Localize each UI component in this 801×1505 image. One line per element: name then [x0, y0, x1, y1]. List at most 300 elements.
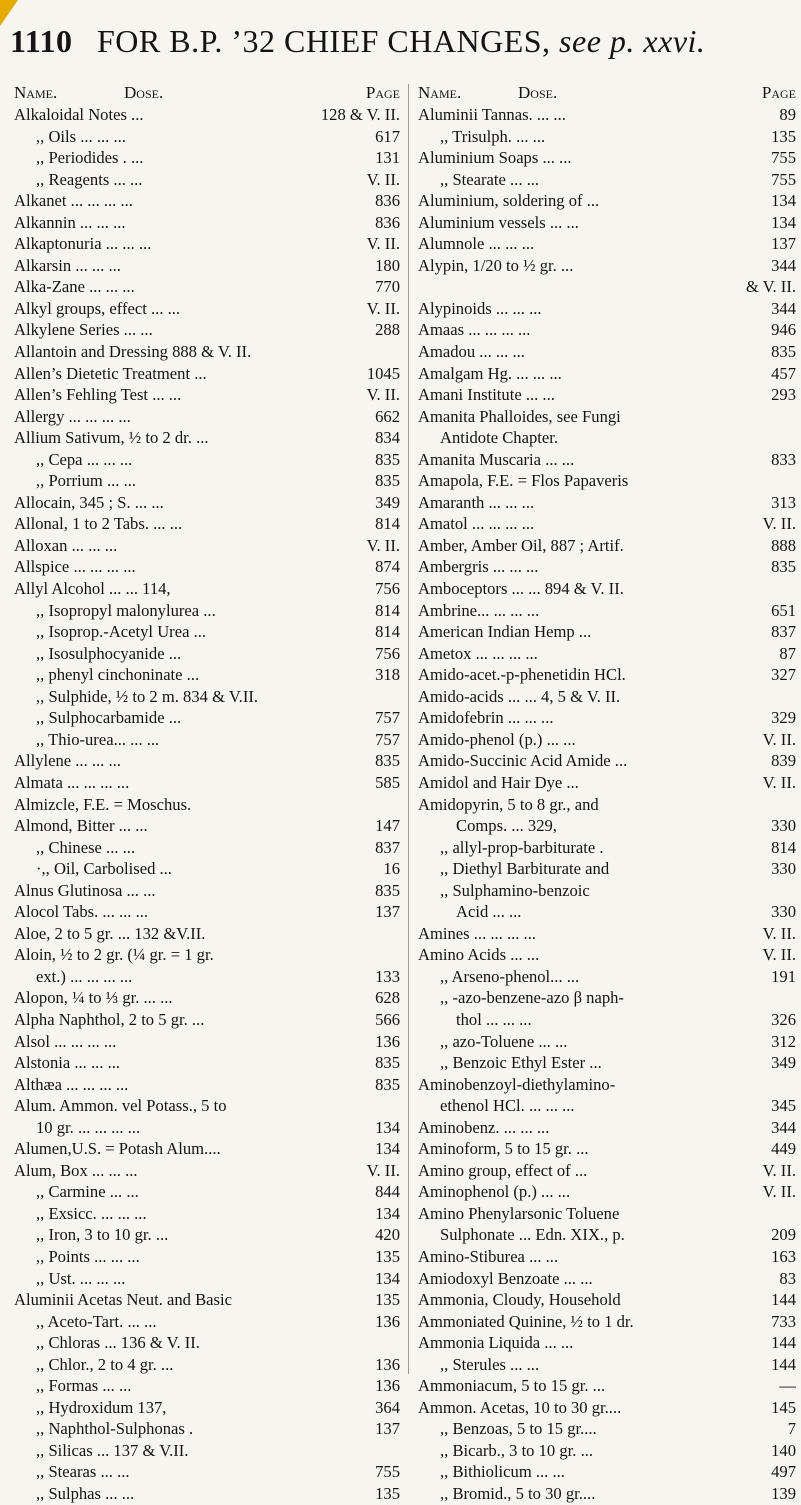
entry-text: Aloe, 2 to 5 gr. ... 132 &V.II. [14, 923, 206, 943]
index-entry [14, 449, 400, 471]
entry-text: Amboceptors ... ... 894 & V. II. [418, 579, 624, 599]
entry-text: ,, Reagents ... ... [36, 169, 143, 189]
entry-page: 128 & V. II. [317, 104, 400, 126]
index-entry [418, 406, 796, 428]
entry-page: 836 [371, 212, 400, 234]
entry-text: Alkaloidal Notes ... [14, 105, 144, 124]
entry-page: 651 [767, 600, 796, 622]
entry-text: Alloxan ... ... ... [14, 535, 118, 555]
entry-page: 835 [767, 556, 796, 578]
entry-text: Amaranth ... ... ... [418, 492, 535, 512]
entry-text: ,, Bicarb., 3 to 10 gr. ... [440, 1440, 594, 1460]
index-entry [418, 621, 796, 643]
entry-page: 137 [371, 901, 400, 923]
entry-page: 839 [767, 750, 796, 772]
index-entry [14, 772, 400, 794]
entry-page: 329 [767, 707, 796, 729]
index-entry [14, 233, 400, 255]
entry-page: V. II. [363, 1160, 400, 1182]
entry-text: ·,, Oil, Carbolised ... [36, 859, 172, 879]
entry-text: ,, Stearas ... ... [36, 1462, 130, 1482]
entry-page: 327 [767, 664, 796, 686]
entry-text: Ammonia, Cloudy, Household [418, 1290, 621, 1310]
entry-page: 144 [767, 1332, 796, 1354]
entry-text: Acid ... ... [456, 902, 522, 922]
index-entry [418, 470, 796, 492]
entry-page: 835 [371, 1052, 400, 1074]
index-entry [418, 233, 796, 255]
entry-page: 837 [767, 621, 796, 643]
entry-text: ,, phenyl cinchoninate ... [36, 665, 200, 685]
index-entry [418, 1095, 796, 1117]
entry-page: 457 [767, 363, 796, 385]
index-entry [418, 513, 796, 535]
index-entry [418, 794, 796, 816]
entry-page: 137 [371, 1418, 400, 1440]
entry-text: Allen’s Fehling Test ... ... [14, 385, 182, 405]
entry-text: Almata ... ... ... ... [14, 772, 130, 792]
entry-text: Amidol and Hair Dye ... [418, 772, 579, 792]
index-entry [418, 1268, 796, 1290]
entry-text: ,, Cepa ... ... ... [36, 449, 133, 469]
index-entry [14, 147, 400, 169]
entry-text: ,, Silicas ... 137 & V.II. [36, 1440, 189, 1460]
entry-text: Alumnole ... ... ... [418, 234, 535, 254]
entry-page: 345 [767, 1095, 796, 1117]
index-entry [14, 341, 400, 363]
entry-page: V. II. [759, 944, 796, 966]
index-entry [14, 664, 400, 686]
entry-text: Amino-Stiburea ... ... [418, 1246, 559, 1266]
entry-text: ,, azo-Toluene ... ... [440, 1031, 568, 1051]
entry-text: ,, Bithiolicum ... ... [440, 1462, 565, 1482]
header-see-ref: see p. xxvi. [559, 23, 706, 59]
entry-page: 770 [371, 276, 400, 298]
entry-text: Aminobenzoyl-diethylamino- [418, 1074, 616, 1094]
entry-page: 617 [371, 126, 400, 148]
entry-page: V. II. [759, 923, 796, 945]
entry-text: Alocol Tabs. ... ... ... [14, 902, 149, 922]
entry-text: Amines ... ... ... ... [418, 923, 536, 943]
index-entry [14, 686, 400, 708]
entry-text: Aminoform, 5 to 15 gr. ... [418, 1139, 589, 1159]
page-header [10, 16, 790, 66]
index-entry [14, 1461, 400, 1483]
entry-text: Alka-Zane ... ... ... [14, 277, 135, 297]
entry-text: ext.) ... ... ... ... [36, 966, 133, 986]
index-entry [418, 1418, 796, 1440]
entry-page: 835 [371, 1074, 400, 1096]
entry-page: 140 [767, 1440, 796, 1462]
left-entry-list [14, 104, 400, 1505]
entry-page: 733 [767, 1311, 796, 1333]
index-entry [14, 750, 400, 772]
index-entry [418, 319, 796, 341]
entry-text: Amiodoxyl Benzoate ... ... [418, 1268, 593, 1288]
entry-page: 312 [767, 1031, 796, 1053]
index-entry [14, 578, 400, 600]
entry-text: Alumen,U.S. = Potash Alum.... [14, 1139, 221, 1159]
index-entry [418, 1052, 796, 1074]
index-entry [14, 427, 400, 449]
entry-text: ,, Naphthol-Sulphonas . [36, 1419, 194, 1439]
entry-text: ,, Periodides . ... [36, 148, 144, 168]
entry-text: ,, Isopropyl malonylurea ... [36, 600, 216, 620]
index-entry [14, 1052, 400, 1074]
entry-text: ,, Oils ... ... ... [36, 126, 126, 146]
entry-page: 1045 [363, 363, 400, 385]
entry-text: ,, Sulphide, ½ to 2 m. 834 & V.II. [36, 686, 259, 706]
entry-page: 288 [371, 319, 400, 341]
index-entry [14, 600, 400, 622]
index-entry [418, 255, 796, 277]
entry-text: Almizcle, F.E. = Moschus. [14, 794, 192, 814]
index-entry [418, 664, 796, 686]
entry-text: Aluminium Soaps ... ... [418, 148, 572, 168]
entry-text: Alopon, ¼ to ⅓ gr. ... ... [14, 988, 173, 1008]
entry-text: Amino group, effect of ... [418, 1160, 588, 1180]
entry-page: 163 [767, 1246, 796, 1268]
entry-text: Alkylene Series ... ... [14, 320, 153, 340]
entry-page: V. II. [759, 772, 796, 794]
entry-page: 135 [767, 126, 796, 148]
index-entry [418, 1009, 796, 1031]
index-entry [418, 987, 796, 1009]
index-entry [418, 341, 796, 363]
entry-page: 755 [371, 1461, 400, 1483]
entry-page: 134 [767, 212, 796, 234]
entry-text: ,, Points ... ... ... [36, 1246, 140, 1266]
entry-text: Allyl Alcohol ... ... 114, [14, 579, 171, 599]
entry-text: Aminobenz. ... ... ... [418, 1117, 550, 1137]
entry-page: V. II. [363, 233, 400, 255]
index-entry [418, 1311, 796, 1333]
entry-text: Allylene ... ... ... [14, 751, 121, 771]
entry-page: 449 [767, 1138, 796, 1160]
entry-page: V. II. [363, 169, 400, 191]
index-entry [418, 449, 796, 471]
index-entry [14, 276, 400, 298]
index-entry [418, 1160, 796, 1182]
entry-page: 133 [371, 966, 400, 988]
header-dose: Dose. [124, 83, 164, 102]
entry-page: 755 [767, 169, 796, 191]
entry-text: Amalgam Hg. ... ... ... [418, 363, 562, 383]
index-entry [418, 1031, 796, 1053]
entry-text: ,, Porrium ... ... [36, 471, 137, 491]
entry-page: 662 [371, 406, 400, 428]
index-entry [14, 535, 400, 557]
index-entry [14, 1418, 400, 1440]
entry-text: ,, Hydroxidum 137, [36, 1397, 167, 1417]
header-name: Name. [418, 83, 462, 102]
index-entry [14, 858, 400, 880]
index-entry [14, 837, 400, 859]
entry-text: Ametox ... ... ... ... [418, 643, 538, 663]
entry-text: ,, Arseno-phenol... ... [440, 966, 580, 986]
index-entry [418, 384, 796, 406]
entry-page: 344 [767, 298, 796, 320]
index-entry [418, 944, 796, 966]
entry-page: 756 [371, 578, 400, 600]
entry-text: ,, Sulphas ... ... [36, 1484, 135, 1503]
entry-text: Amido-acet.-p-phenetidin HCl. [418, 665, 626, 685]
index-entry [418, 750, 796, 772]
entry-page: 147 [371, 815, 400, 837]
index-entry [14, 944, 400, 966]
index-entry [418, 1375, 796, 1397]
entry-page: 87 [775, 643, 796, 665]
entry-text: Amapola, F.E. = Flos Papaveris [418, 471, 629, 491]
index-entry [14, 621, 400, 643]
entry-page: V. II. [759, 1160, 796, 1182]
index-entry [418, 1117, 796, 1139]
index-entry [418, 427, 796, 449]
index-entry [14, 1074, 400, 1096]
entry-page: 874 [371, 556, 400, 578]
entry-page: 134 [371, 1117, 400, 1139]
entry-text: Ammoniacum, 5 to 15 gr. ... [418, 1376, 606, 1396]
index-entry [14, 255, 400, 277]
entry-text: ,, Diethyl Barbiturate and [440, 859, 610, 879]
entry-text: Alsol ... ... ... ... [14, 1031, 117, 1051]
entry-text: Amadou ... ... ... [418, 342, 525, 362]
index-entry [14, 794, 400, 816]
entry-text: ,, Ust. ... ... ... [36, 1268, 126, 1288]
entry-page: 755 [767, 147, 796, 169]
entry-text: Althæa ... ... ... ... [14, 1074, 129, 1094]
entry-page: 836 [371, 190, 400, 212]
index-entry [418, 643, 796, 665]
entry-text: Alkarsin ... ... ... [14, 255, 121, 275]
entry-text: Allium Sativum, ½ to 2 dr. ... [14, 428, 209, 448]
entry-text: ,, Trisulph. ... ... [440, 126, 546, 146]
index-entry [14, 384, 400, 406]
index-entry [14, 104, 400, 126]
entry-text: Ammonia Liquida ... ... [418, 1333, 574, 1353]
index-entry [14, 1009, 400, 1031]
index-entry [14, 923, 400, 945]
entry-page: 134 [371, 1203, 400, 1225]
index-entry [14, 513, 400, 535]
index-entry [418, 1461, 796, 1483]
index-entry [418, 1397, 796, 1419]
index-entry [418, 1181, 796, 1203]
entry-page: 136 [371, 1311, 400, 1333]
index-entry [14, 815, 400, 837]
index-entry [14, 987, 400, 1009]
column-divider [408, 84, 409, 1374]
entry-page: 326 [767, 1009, 796, 1031]
index-entry [14, 1224, 400, 1246]
index-entry [14, 406, 400, 428]
entry-text: 10 gr. ... ... ... ... [36, 1117, 141, 1137]
entry-text: ,, Bromid., 5 to 30 gr.... [440, 1484, 596, 1503]
entry-text: Almond, Bitter ... ... [14, 816, 148, 836]
entry-text: ,, Chloras ... 136 & V. II. [36, 1333, 200, 1353]
index-entry [418, 126, 796, 148]
entry-page: V. II. [363, 384, 400, 406]
entry-text: ,, Chlor., 2 to 4 gr. ... [36, 1354, 174, 1374]
entry-text: ,, Benzoic Ethyl Ester ... [440, 1053, 602, 1073]
entry-page: 136 [371, 1031, 400, 1053]
entry-text: thol ... ... ... [456, 1009, 532, 1029]
entry-text: Amido-Succinic Acid Amide ... [418, 751, 628, 771]
index-entry [418, 686, 796, 708]
entry-page: 144 [767, 1354, 796, 1376]
index-entry [14, 1246, 400, 1268]
entry-text: Aluminii Acetas Neut. and Basic [14, 1290, 232, 1310]
index-entry [418, 1289, 796, 1311]
entry-text: ,, Thio-urea... ... ... [36, 729, 160, 749]
index-entry [418, 1074, 796, 1096]
entry-text: ,, Isoprop.-Acetyl Urea ... [36, 622, 207, 642]
entry-text: Aluminium, soldering of ... [418, 191, 600, 211]
entry-page: 757 [371, 707, 400, 729]
entry-text: Alypinoids ... ... ... [418, 298, 542, 318]
entry-page: V. II. [759, 729, 796, 751]
entry-page: 7 [784, 1418, 796, 1440]
index-entry [418, 363, 796, 385]
entry-page: 585 [371, 772, 400, 794]
entry-text: Alpha Naphthol, 2 to 5 gr. ... [14, 1009, 205, 1029]
entry-page: 136 [371, 1375, 400, 1397]
index-entry [14, 556, 400, 578]
entry-text: ,, Stearate ... ... [440, 169, 540, 189]
right-column-header [418, 82, 796, 104]
entry-page: — [775, 1375, 796, 1397]
entry-text: Amaas ... ... ... ... [418, 320, 531, 340]
index-entry [14, 1397, 400, 1419]
entry-text: Aloin, ½ to 2 gr. (¼ gr. = 1 gr. [14, 945, 214, 965]
entry-text: ,, Isosulphocyanide ... [36, 643, 182, 663]
entry-text: Sulphonate ... Edn. XIX., p. [440, 1225, 625, 1245]
entry-text: Alkyl groups, effect ... ... [14, 298, 181, 318]
entry-text: ,, Exsicc. ... ... ... [36, 1203, 147, 1223]
index-entry [14, 1311, 400, 1333]
index-entry [418, 1138, 796, 1160]
entry-text: Ambergris ... ... ... [418, 557, 539, 577]
index-entry [418, 578, 796, 600]
index-entry [14, 212, 400, 234]
index-entry [14, 169, 400, 191]
entry-text: ,, Iron, 3 to 10 gr. ... [36, 1225, 169, 1245]
entry-text: Amber, Amber Oil, 887 ; Artif. [418, 535, 624, 555]
entry-text: ,, -azo-benzene-azo β naph- [440, 988, 624, 1008]
entry-page: V. II. [363, 298, 400, 320]
entry-page: & V. II. [742, 276, 796, 298]
index-entry [14, 729, 400, 751]
entry-text: Amidofebrin ... ... ... [418, 708, 554, 728]
index-entry [418, 1203, 796, 1225]
entry-page: 814 [371, 600, 400, 622]
index-entry [14, 966, 400, 988]
right-entry-list [418, 104, 796, 1505]
index-entry [418, 901, 796, 923]
entry-page: 131 [371, 147, 400, 169]
entry-text: Amido-phenol (p.) ... ... [418, 729, 576, 749]
left-column [14, 82, 400, 1505]
entry-text: ,, Chinese ... ... [36, 837, 136, 857]
entry-page: 145 [767, 1397, 796, 1419]
entry-text: Antidote Chapter. [440, 428, 558, 448]
entry-text: Allantoin and Dressing 888 & V. II. [14, 342, 252, 362]
entry-page: 139 [767, 1483, 796, 1505]
entry-page: 134 [371, 1268, 400, 1290]
entry-text: Aluminii Tannas. ... ... [418, 105, 566, 124]
entry-text: Allonal, 1 to 2 Tabs. ... ... [14, 514, 183, 534]
index-entry [418, 190, 796, 212]
entry-page: 757 [371, 729, 400, 751]
index-entry [418, 104, 796, 126]
entry-text: Alkanet ... ... ... ... [14, 191, 133, 211]
index-entry [418, 1354, 796, 1376]
entry-page: 349 [371, 492, 400, 514]
index-entry [418, 1332, 796, 1354]
index-entry [14, 1268, 400, 1290]
entry-page: 835 [371, 470, 400, 492]
entry-text: ethenol HCl. ... ... ... [440, 1096, 575, 1116]
index-entry [418, 147, 796, 169]
entry-page: 814 [371, 513, 400, 535]
entry-text: Allspice ... ... ... ... [14, 557, 136, 577]
entry-text: ,, allyl-prop-barbiturate . [440, 837, 604, 857]
index-entry [14, 1031, 400, 1053]
entry-page: 946 [767, 319, 796, 341]
right-column [418, 82, 796, 1505]
index-entry [418, 1246, 796, 1268]
entry-page: 134 [767, 190, 796, 212]
entry-page: 814 [767, 837, 796, 859]
entry-page: 144 [767, 1289, 796, 1311]
index-entry [14, 1138, 400, 1160]
entry-text: Alypin, 1/20 to ½ gr. ... [418, 255, 574, 275]
entry-page: 349 [767, 1052, 796, 1074]
header-dose: Dose. [518, 83, 558, 102]
index-entry [14, 1440, 400, 1462]
index-entry [14, 1117, 400, 1139]
entry-page: 814 [371, 621, 400, 643]
index-entry [418, 492, 796, 514]
index-entry [14, 643, 400, 665]
entry-text: Amino Phenylarsonic Toluene [418, 1203, 620, 1223]
entry-text: ,, Carmine ... ... [36, 1182, 139, 1202]
entry-text: ,, Sterules ... ... [440, 1354, 540, 1374]
index-entry [418, 815, 796, 837]
header-page: Page [365, 83, 400, 102]
entry-page: 89 [775, 104, 796, 126]
index-entry [14, 1483, 400, 1505]
entry-page: 137 [767, 233, 796, 255]
entry-text: Allen’s Dietetic Treatment ... [14, 363, 207, 383]
index-entry [14, 126, 400, 148]
index-entry [14, 190, 400, 212]
entry-text: Ammon. Acetas, 10 to 30 gr.... [418, 1397, 622, 1417]
index-entry [418, 707, 796, 729]
entry-page: 313 [767, 492, 796, 514]
index-entry [14, 1332, 400, 1354]
entry-text: Alkaptonuria ... ... ... [14, 234, 152, 254]
entry-text: Alnus Glutinosa ... ... [14, 880, 156, 900]
entry-text: Alum, Box ... ... ... [14, 1160, 138, 1180]
entry-page: 834 [371, 427, 400, 449]
entry-page: 837 [371, 837, 400, 859]
entry-page: 844 [371, 1181, 400, 1203]
entry-text: Amanita Phalloides, see Fungi [418, 406, 621, 426]
entry-text: Allocain, 345 ; S. ... ... [14, 492, 164, 512]
index-entry [418, 600, 796, 622]
index-entry [14, 470, 400, 492]
